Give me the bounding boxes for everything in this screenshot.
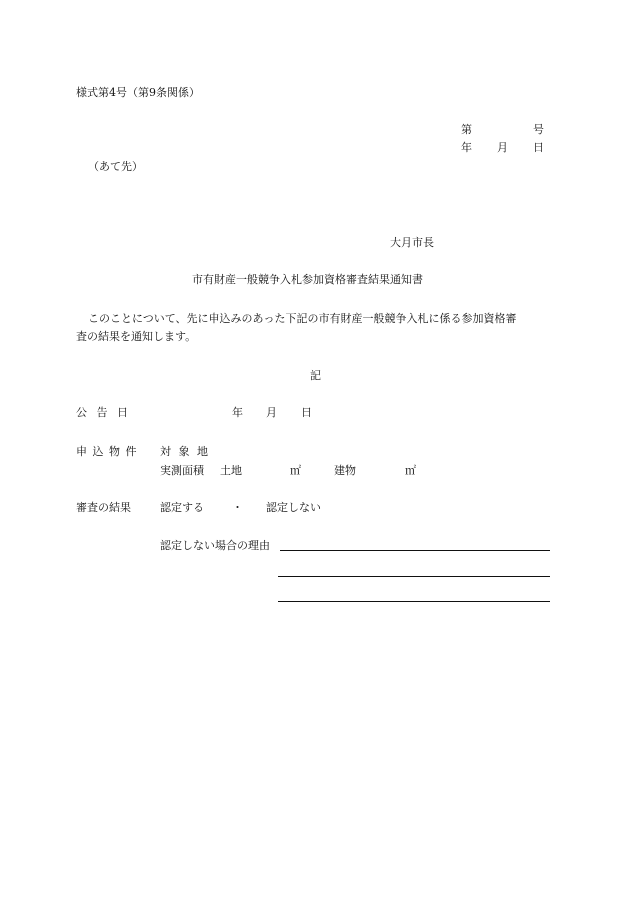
form-number: 様式第4号（第9条関係） [76,86,200,99]
ki-heading: 記 [310,369,321,382]
date-month: 月 [497,141,508,154]
land-label: 土地 [220,464,242,477]
actual-area-label: 実測面積 [160,464,204,477]
target-land-label: 対 象 地 [160,445,210,458]
document-number-prefix: 第 [461,123,472,136]
public-notice-day: 日 [301,406,312,419]
public-notice-month: 月 [266,406,277,419]
not-approve-option: 認定しない [266,501,321,514]
reason-label: 認定しない場合の理由 [160,539,270,552]
document-number-suffix: 号 [533,123,544,136]
date-day: 日 [533,141,544,154]
reason-line-1 [280,550,550,551]
body-line-2: 査の結果を通知します。 [76,330,197,343]
reason-line-2 [278,576,550,577]
building-label: 建物 [334,464,356,477]
sender: 大月市長 [390,236,434,249]
building-unit: ㎡ [405,464,416,477]
public-notice-year: 年 [232,406,243,419]
land-unit: ㎡ [290,464,301,477]
document-title: 市有財産一般競争入札参加資格審査結果通知書 [192,273,423,286]
review-result-label: 審査の結果 [76,501,131,514]
body-line-1: このことについて、先に申込みのあった下記の市有財産一般競争入札に係る参加資格審 [88,312,517,325]
addressee: （あて先） [88,160,143,173]
property-label: 申 込 物 件 [76,445,138,458]
public-notice-label: 公 告 日 [76,406,131,419]
reason-line-3 [278,601,550,602]
date-year: 年 [461,141,472,154]
approve-option: 認定する [160,501,204,514]
option-separator: ・ [232,501,243,514]
